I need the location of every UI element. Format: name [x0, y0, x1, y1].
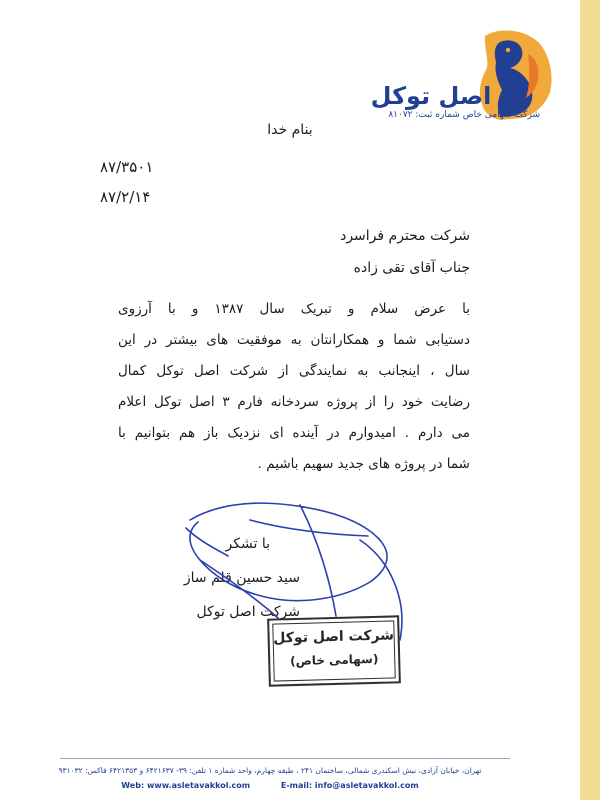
footer-address: تهران، خیابان آزادی، نبش اسکندری شمالی، ساختمان ۲۴۱ ، طبقه چهارم، واحد شماره ۱ تلفن: ۳۹- ۶۴۲۱۶۳۷ و ۶۴۲۱۳۵۳ فاکس: ۹۳۱۰۳۲: [58, 766, 482, 775]
body-line: سال ، اینجانب به نمایندگی از شرکت اصل توکل کمال: [118, 363, 470, 379]
reference-number: ۸۷/۳۵۰۱: [100, 158, 154, 176]
letter-date: ۸۷/۲/۱۴: [100, 188, 151, 206]
decorative-side-bar: [580, 0, 600, 800]
logo-wordmark: اصل توکل: [370, 82, 492, 110]
body-line: رضایت خود را از پروژه سردخانه فارم ۳ اصل توکل اعلام: [118, 394, 470, 410]
closing-phrase: با تشکر: [225, 536, 270, 552]
stamp-company-type: (سهامی خاص): [289, 651, 379, 669]
body-line: شما در پروژه های جدید سهیم باشیم .: [257, 456, 470, 472]
footer-email: E-mail: info@asletavakkol.com: [280, 781, 419, 790]
signer-name: سید حسین قلم ساز: [183, 570, 300, 586]
signer-company: شرکت اصل توکل: [196, 604, 300, 620]
footer-website: Web: www.asletavakkol.com: [121, 781, 251, 790]
footer-contacts: [30, 781, 510, 790]
footer-divider: [60, 758, 510, 759]
company-logo: [350, 28, 560, 124]
body-line: با عرض سلام و تبریک سال ۱۳۸۷ و با آرزوی: [118, 301, 470, 317]
basmala: بنام خدا: [267, 122, 313, 138]
addressee-person: جناب آقای تقی زاده: [353, 260, 470, 276]
body-line: دستیابی شما و همکارانتان به موفقیت های بیشتر در این: [118, 332, 470, 348]
stamp-company-name: شرکت اصل توکل: [273, 627, 395, 647]
letter-body: [118, 294, 470, 480]
body-line: می دارم . امیدوارم در آینده ای نزدیک باز هم بتوانیم با: [118, 425, 470, 441]
addressee-company: شرکت محترم فراسرد: [340, 228, 470, 244]
company-stamp: [267, 615, 401, 686]
logo-subtitle: شرکت سهامی خاص شماره ثبت: ۸۱۰۷۲: [388, 110, 540, 120]
